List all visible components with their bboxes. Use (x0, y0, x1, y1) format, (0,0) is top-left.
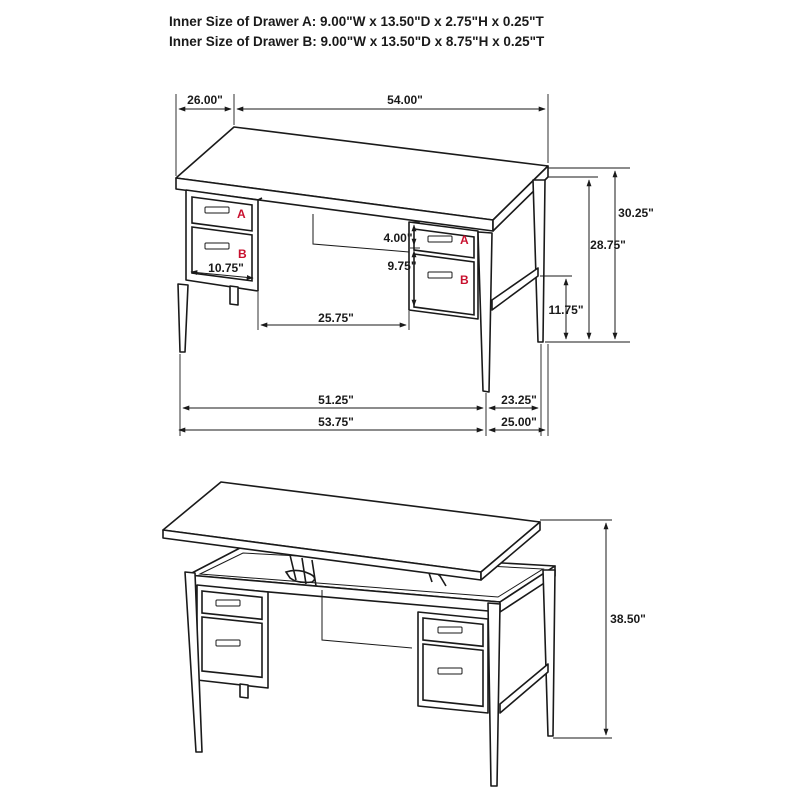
base-width-label: 53.75" (318, 415, 354, 429)
drawer-a-inner-size: Inner Size of Drawer A: 9.00"W x 13.50"D x 2.75"H x 0.25"T (169, 14, 544, 29)
left-pedestal (186, 190, 258, 291)
drawer-a-label-right: A (460, 233, 469, 247)
leg-span-width-label: 51.25" (318, 393, 354, 407)
drawer-a-label-left: A (237, 207, 246, 221)
drawer-a-height-label: 4.00" (383, 231, 413, 245)
width-top-label: 54.00" (387, 93, 423, 107)
pedestal-width-label: 10.75" (208, 261, 244, 275)
desk-lift-top-drawing (163, 482, 555, 786)
base-depth-label: 25.00" (501, 415, 537, 429)
drawer-b-inner-size: Inner Size of Drawer B: 9.00"W x 13.50"D x 8.75"H x 0.25"T (169, 34, 545, 49)
top-height-label: 28.75" (590, 238, 626, 252)
desk-closed-drawing (176, 127, 548, 392)
lifted-height-label: 38.50" (610, 612, 646, 626)
depth-top-label: 26.00" (187, 93, 223, 107)
front-right-leg (478, 232, 492, 392)
drawer-b-label-left: B (238, 247, 247, 261)
leg-span-depth-label: 23.25" (501, 393, 537, 407)
stretcher-height-label: 11.75" (548, 303, 584, 317)
knee-width-label: 25.75" (318, 311, 354, 325)
front-left-leg (178, 284, 188, 352)
drawer-b-label-right: B (460, 273, 469, 287)
drawer-b-height-label: 9.75" (387, 259, 417, 273)
back-right-leg (533, 180, 545, 342)
overall-height-label: 30.25" (618, 206, 654, 220)
